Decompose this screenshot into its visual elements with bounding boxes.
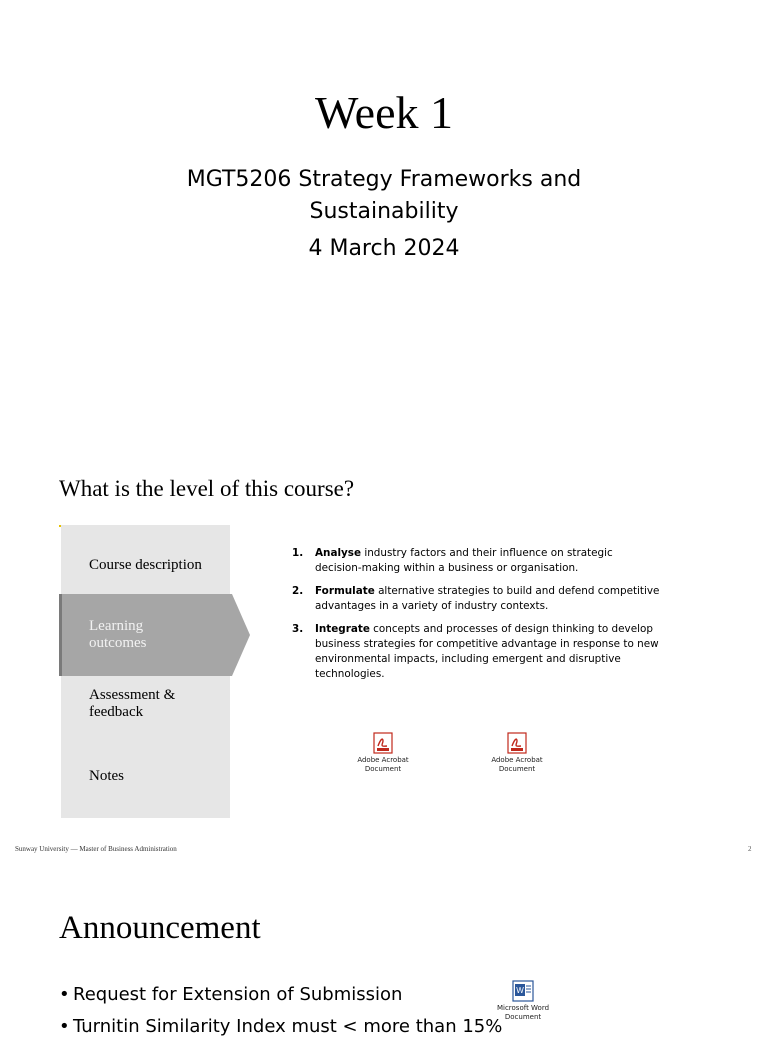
pdf-icon <box>507 732 527 754</box>
word-icon <box>512 980 534 1002</box>
attachment-label: Adobe Acrobat Document <box>491 756 543 773</box>
course-name: MGT5206 Strategy Frameworks and Sustainability <box>186 167 582 224</box>
slide-footer: Sunway University — Master of Business Administration <box>15 845 177 853</box>
svg-text:W: W <box>516 986 524 995</box>
course-level-slide <box>0 432 768 864</box>
menu-item-assessment[interactable]: Assessment & feedback <box>89 687 176 720</box>
title-slide <box>0 0 768 432</box>
lecture-date: 4 March 2024 <box>308 236 460 261</box>
list-item: 3. Integrate concepts and processes of design thinking to develop business strategies for competitive advantage in response to new environmental impacts, including emergent and disruptive technologies. <box>292 623 659 680</box>
slide-title: What is the level of this course? <box>59 476 355 501</box>
pdf-attachment[interactable] <box>482 732 552 774</box>
list-item: 1. Analyse industry factors and their influence on strategic decision-making within a business or organisation. <box>292 547 613 574</box>
attachment-label: Adobe Acrobat Document <box>357 756 409 773</box>
pdf-attachment[interactable] <box>348 732 418 774</box>
menu-item-label: Learning outcomes <box>89 618 147 651</box>
list-item: • Turnitin Similarity Index must < more than 15% <box>59 1016 503 1037</box>
slide-title: Announcement <box>59 910 261 946</box>
list-item: 2. Formulate alternative strategies to build and defend competitive advantages in a variety of industry contexts. <box>292 585 660 612</box>
page-number: 2 <box>748 845 752 853</box>
announcement-slide <box>0 864 768 1037</box>
learning-outcomes-list <box>292 546 662 690</box>
slide-title: Week 1 <box>314 87 454 138</box>
word-attachment[interactable] <box>488 980 558 1022</box>
menu-item-learning-outcomes[interactable] <box>62 594 250 676</box>
attachment-label: Microsoft Word Document <box>496 1004 550 1021</box>
pdf-icon <box>373 732 393 754</box>
menu-item-course-description[interactable]: Course description <box>89 557 202 573</box>
menu-item-notes[interactable]: Notes <box>89 768 124 784</box>
list-item: • Request for Extension of Submission <box>59 984 403 1005</box>
